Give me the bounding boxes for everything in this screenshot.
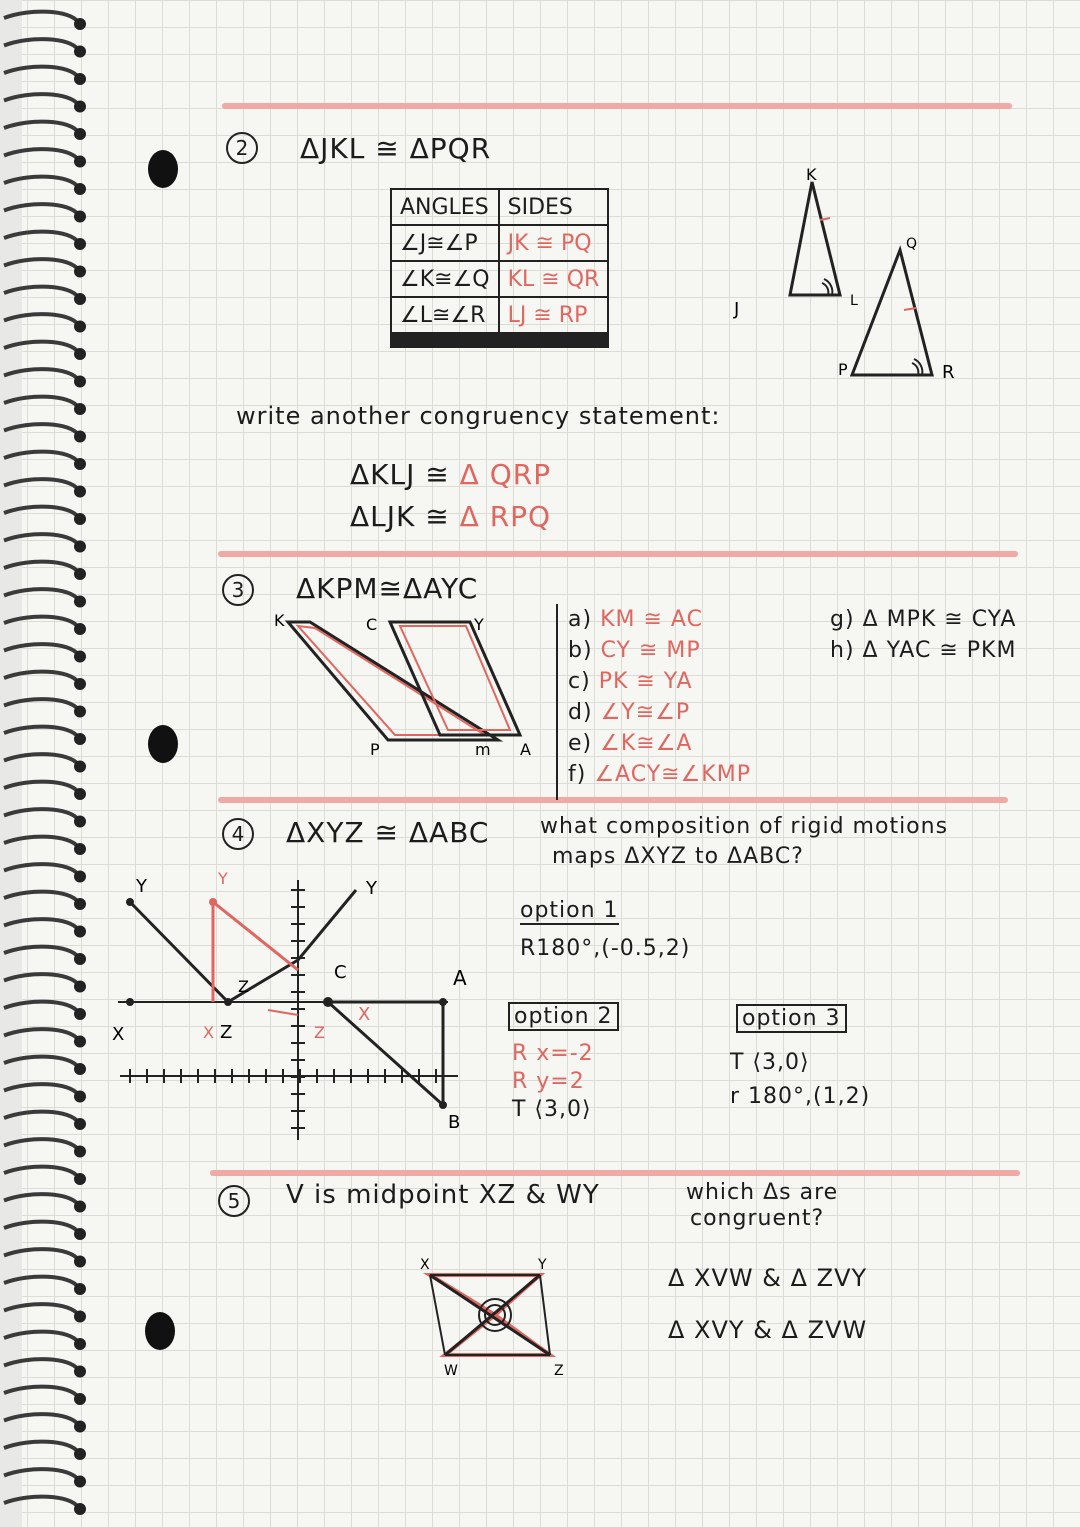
problem-title: V is midpoint XZ & WY xyxy=(286,1180,600,1210)
congruence-list-extra xyxy=(830,604,1016,666)
spiral-hole xyxy=(74,541,86,553)
answer-left: ΔLJK ≅ xyxy=(350,500,450,533)
spiral-hole xyxy=(74,431,86,443)
spiral-hole xyxy=(74,183,86,195)
vertex-label: L xyxy=(850,293,858,309)
table-header: SIDES xyxy=(499,189,609,225)
spiral-hole xyxy=(74,1008,86,1020)
congruence-table xyxy=(390,188,609,348)
spiral-hole xyxy=(74,1311,86,1323)
spiral-hole xyxy=(74,293,86,305)
vertex-label: m xyxy=(475,740,491,759)
option-steps xyxy=(730,1046,870,1114)
spiral-hole xyxy=(74,1366,86,1378)
spiral-hole xyxy=(74,1063,86,1075)
question-text: maps ΔXYZ to ΔABC? xyxy=(552,844,804,869)
spiral-hole xyxy=(74,1448,86,1460)
spiral-hole xyxy=(74,568,86,580)
vertex-label: Z xyxy=(314,1023,325,1042)
spiral-hole xyxy=(74,953,86,965)
section-divider xyxy=(218,797,1008,803)
vertex-label: Y xyxy=(474,615,484,634)
section-divider xyxy=(222,103,1012,109)
spiral-hole xyxy=(74,1228,86,1240)
spiral-hole xyxy=(74,348,86,360)
table-cell: KL ≅ QR xyxy=(499,261,609,297)
vertex-label: X xyxy=(112,1024,125,1045)
spiral-hole xyxy=(74,871,86,883)
spiral-hole xyxy=(74,403,86,415)
hole-punch xyxy=(148,725,178,763)
spiral-hole xyxy=(74,46,86,58)
vertex-label: P xyxy=(838,360,848,379)
table-shading xyxy=(390,334,609,348)
option-label: option 3 xyxy=(736,1004,847,1033)
option-steps xyxy=(512,1040,594,1124)
spiral-hole xyxy=(74,156,86,168)
spiral-hole xyxy=(74,321,86,333)
vertex-label: C xyxy=(366,615,378,634)
option-step: T ⟨3,0⟩ xyxy=(512,1097,592,1122)
spiral-hole xyxy=(74,651,86,663)
spiral-hole xyxy=(74,926,86,938)
problem-number: 5 xyxy=(218,1185,250,1217)
list-item: h) Δ YAC ≅ PKM xyxy=(830,638,1017,663)
spiral-hole xyxy=(74,596,86,608)
answer-right: Δ RPQ xyxy=(459,500,552,533)
list-divider xyxy=(556,604,558,800)
list-item: g) Δ MPK ≅ CYA xyxy=(830,607,1017,632)
spiral-hole xyxy=(74,1393,86,1405)
spiral-hole xyxy=(74,623,86,635)
spiral-hole xyxy=(74,513,86,525)
vertex-label: J xyxy=(734,299,740,320)
spiral-hole xyxy=(74,1091,86,1103)
vertex-label: X xyxy=(203,1023,214,1042)
coordinate-graph xyxy=(108,860,488,1150)
spiral-hole xyxy=(74,73,86,85)
list-item: f) ∠ACY≅∠KMP xyxy=(568,762,751,787)
spiral-hole xyxy=(74,1283,86,1295)
problem-number: 3 xyxy=(222,574,254,606)
table-cell: LJ ≅ RP xyxy=(499,297,609,333)
spiral-hole xyxy=(74,788,86,800)
table-cell: ∠K≅∠Q xyxy=(391,261,499,297)
spiral-hole xyxy=(74,211,86,223)
spiral-hole xyxy=(74,1146,86,1158)
spiral-hole xyxy=(74,238,86,250)
option-step: r 180°,(1,2) xyxy=(730,1084,871,1109)
option-label: option 2 xyxy=(508,1002,619,1031)
option-step: T ⟨3,0⟩ xyxy=(730,1050,810,1075)
spiral-hole xyxy=(74,678,86,690)
spiral-binding xyxy=(0,0,110,1527)
vertex-label: R xyxy=(942,362,955,383)
spiral-hole xyxy=(74,898,86,910)
spiral-hole xyxy=(74,376,86,388)
table-cell: JK ≅ PQ xyxy=(499,225,609,261)
answer-line: Δ XVY & Δ ZVW xyxy=(668,1316,868,1344)
vertex-label: K xyxy=(274,611,285,630)
problem-number: 4 xyxy=(222,818,254,850)
section-divider xyxy=(218,551,1018,557)
spiral-hole xyxy=(74,1036,86,1048)
vertex-label: W xyxy=(444,1363,458,1379)
spiral-hole xyxy=(74,101,86,113)
section-divider xyxy=(210,1170,1020,1176)
question-text: what composition of rigid motions xyxy=(540,814,949,839)
list-item: c) PK ≅ YA xyxy=(568,669,693,694)
spiral-hole xyxy=(74,18,86,30)
hole-punch xyxy=(148,150,178,188)
vertex-label: Y xyxy=(136,876,147,897)
vertex-label: Z xyxy=(220,1022,233,1043)
hole-punch xyxy=(145,1312,175,1350)
prompt-text: write another congruency statement: xyxy=(236,402,721,430)
vertex-label: A xyxy=(453,966,467,990)
vertex-label: Z xyxy=(554,1363,564,1379)
table-header: ANGLES xyxy=(391,189,499,225)
spiral-hole xyxy=(74,458,86,470)
spiral-hole xyxy=(74,843,86,855)
congruence-list xyxy=(568,604,751,790)
spiral-hole xyxy=(74,486,86,498)
option-step: R180°,(-0.5,2) xyxy=(520,936,691,961)
spiral-hole xyxy=(74,128,86,140)
vertex-label: Y xyxy=(366,878,377,899)
vertex-label: Y xyxy=(538,1257,547,1273)
spiral-hole xyxy=(74,1338,86,1350)
vertex-label: Y xyxy=(218,869,228,888)
table-cell: ∠L≅∠R xyxy=(391,297,499,333)
spiral-hole xyxy=(74,266,86,278)
list-item: e) ∠K≅∠A xyxy=(568,731,693,756)
problem-title: ΔJKL ≅ ΔPQR xyxy=(300,132,492,165)
vertex-label: K xyxy=(806,165,817,184)
question-text: congruent? xyxy=(690,1206,825,1231)
table-cell: ∠J≅∠P xyxy=(391,225,499,261)
spiral-hole xyxy=(74,1173,86,1185)
vertex-label: Q xyxy=(906,236,918,252)
parallelogram-figure xyxy=(270,610,560,760)
vertex-label: X xyxy=(420,1257,430,1273)
answer-left: ΔKLJ ≅ xyxy=(350,458,450,491)
option-step: R x=-2 xyxy=(512,1041,594,1066)
spiral-hole xyxy=(74,761,86,773)
option-label: option 1 xyxy=(520,898,619,923)
spiral-hole xyxy=(74,733,86,745)
problem-number: 2 xyxy=(226,132,258,164)
problem-title: ΔXYZ ≅ ΔABC xyxy=(286,816,490,849)
answer-line xyxy=(350,500,551,533)
vertex-label: A xyxy=(520,740,531,759)
answer-line xyxy=(350,458,551,491)
vertex-label: P xyxy=(370,740,380,759)
spiral-hole xyxy=(74,706,86,718)
spiral-hole xyxy=(74,981,86,993)
spiral-hole xyxy=(74,1421,86,1433)
answer-right: Δ QRP xyxy=(459,458,552,491)
vertex-label: X xyxy=(358,1004,371,1025)
problem-title: ΔKPM≅ΔAYC xyxy=(296,572,479,605)
list-item: a) KM ≅ AC xyxy=(568,607,703,632)
triangle-figure xyxy=(720,160,980,390)
spiral-hole xyxy=(74,1503,86,1515)
answer-line: Δ XVW & Δ ZVY xyxy=(668,1264,868,1292)
vertex-label: C xyxy=(334,962,347,983)
spiral-hole xyxy=(74,1476,86,1488)
bowtie-figure xyxy=(410,1255,585,1380)
vertex-label: B xyxy=(448,1112,461,1133)
spiral-hole xyxy=(74,1118,86,1130)
list-item: b) CY ≅ MP xyxy=(568,638,701,663)
spiral-hole xyxy=(74,816,86,828)
option-step: R y=2 xyxy=(512,1069,585,1094)
spiral-hole xyxy=(74,1201,86,1213)
question-text: which Δs are xyxy=(686,1180,839,1205)
vertex-label: Z xyxy=(238,977,249,996)
list-item: d) ∠Y≅∠P xyxy=(568,700,691,725)
spiral-hole xyxy=(74,1256,86,1268)
